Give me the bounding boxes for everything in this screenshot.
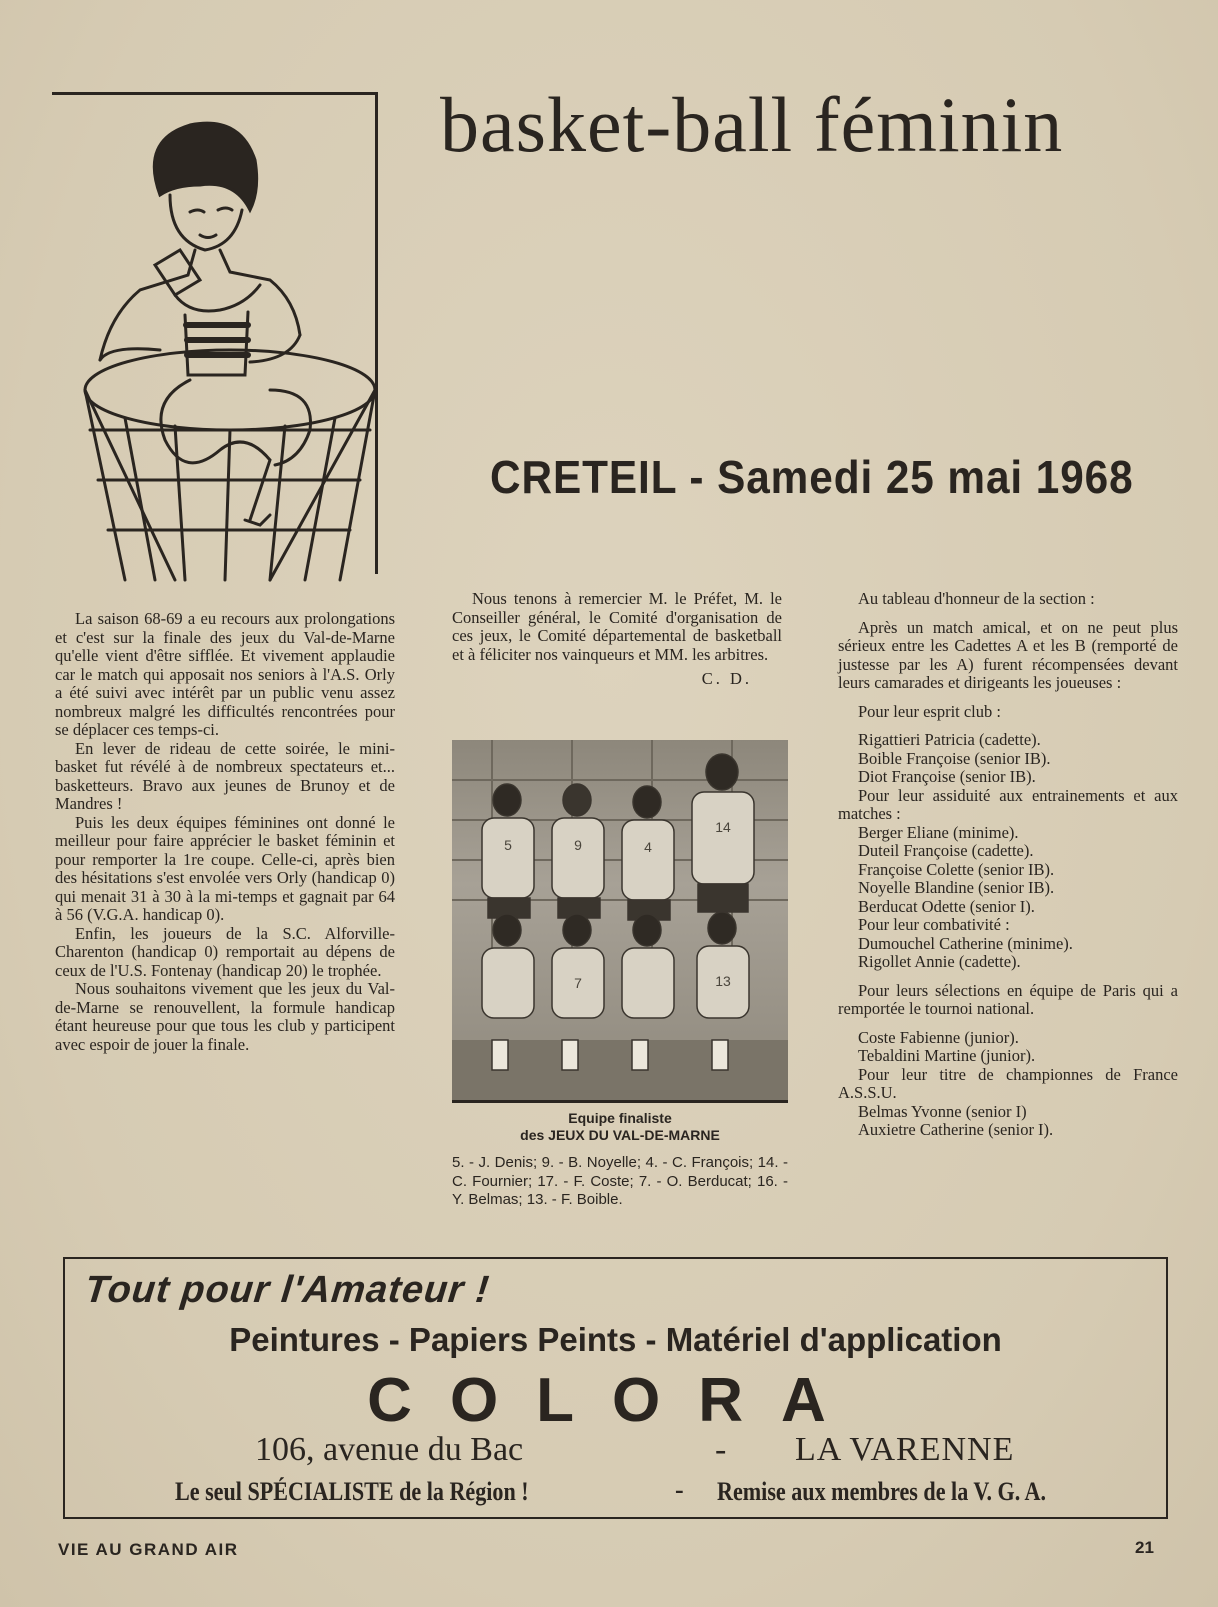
list-item: Rigattieri Patricia (cadette). (858, 730, 1041, 749)
list-item: Coste Fabienne (junior). (858, 1027, 1019, 1047)
article-column-3 (838, 590, 1178, 1140)
colora-advertisement (63, 1257, 1168, 1519)
page-number: 21 (1135, 1538, 1154, 1557)
team-photo (452, 740, 788, 1103)
jersey-number: 7 (574, 975, 582, 991)
ad-products: Peintures - Papiers Peints - Matériel d'application (229, 1321, 1002, 1358)
list-item: Berducat Odette (senior I). (858, 896, 1035, 916)
author-signature: C. D. (701, 669, 752, 688)
paragraph: Nous souhaitons vivement que les jeux du Val-de-Marne se renouvellent, la formule handicap étant heureuse pour que tous les club y participent avec espoir de jouer la finale. (55, 979, 395, 1054)
selection-heading: Pour leurs sélections en équipe de Paris qui a remportée le tournoi national. (838, 980, 1178, 1018)
list-item: Berger Eliane (minime). (858, 822, 1019, 842)
ad-brand: COLORA (367, 1366, 864, 1435)
combat-heading: Pour leur combativité : (858, 915, 1010, 934)
list-item: Rigollet Annie (cadette). (858, 952, 1021, 971)
jersey-number: 9 (574, 837, 582, 853)
thanks-paragraph: Nous tenons à remercier M. le Préfet, M. le Conseiller général, le Comité d'organisation de ces jeux, le Comité départemental de basketball et à féliciter nos vainqueurs et MM. les arbitres. (452, 589, 782, 664)
champ-heading: Pour leur titre de championnes de France A.S.S.U. (838, 1064, 1178, 1102)
list-item: Auxietre Catherine (senior I). (858, 1120, 1054, 1139)
list-item: Dumouchel Catherine (minime). (858, 933, 1073, 953)
photo-caption-title (452, 1110, 788, 1144)
ad-slogan: Tout pour l'Amateur ! (82, 1269, 492, 1311)
list-item: Diot Françoise (senior IB). (858, 767, 1036, 786)
list-item: Noyelle Blandine (senior IB). (858, 878, 1055, 897)
ad-discount: Remise aux membres de la V. G. A. (717, 1477, 1047, 1506)
paragraph: En lever de rideau de cette soirée, le mini-basket fut révélé à de nombreux spectateurs et... basketteurs. Bravo aux jeunes de Brunoy et de Mandres ! (55, 738, 395, 813)
caption-line: Equipe finaliste (568, 1110, 672, 1126)
photo-caption-names: 5. - J. Denis; 9. - B. Noyelle; 4. - C. François; 14. - C. Fournier; 17. - F. Coste; 7. - O. Berducat; 16. - Y. Belmas; 13. - F. Boible. (452, 1154, 788, 1208)
magazine-name: VIE AU GRAND AIR (58, 1540, 239, 1559)
list-item: Boible Françoise (senior IB). (858, 748, 1051, 768)
club-heading: Pour leur esprit club : (858, 701, 1001, 721)
paragraph: Enfin, les joueurs de la S.C. Alforville-Charenton (handicap 0) remportait au dépens de ceux de l'U.S. Fontenay (handicap 20) le trophée. (55, 923, 395, 980)
jersey-number: 5 (504, 837, 512, 853)
basketball-girl-illustration (70, 100, 400, 590)
ad-specialist: Le seul SPÉCIALISTE de la Région ! (175, 1477, 529, 1506)
list-item: Françoise Colette (senior IB). (858, 859, 1055, 879)
ad-separator: - (715, 1431, 727, 1468)
list-item: Duteil Françoise (cadette). (858, 841, 1034, 860)
honor-paragraph: Après un match amical, et on ne peut plus sérieux entre les Cadettes A et les B (remporté de justesse par les A) furent récompensées devant leurs camarades et dirigeants les joueuses : (838, 617, 1178, 692)
illustration-frame-top (52, 92, 377, 95)
jersey-number: 14 (715, 819, 731, 835)
page-title: basket-ball féminin (440, 81, 1064, 168)
honor-intro: Au tableau d'honneur de la section : (858, 589, 1095, 608)
event-subtitle: CRETEIL - Samedi 25 mai 1968 (490, 451, 1134, 503)
ad-city: LA VARENNE (795, 1431, 1015, 1468)
paragraph: La saison 68-69 a eu recours aux prolongations et c'est sur la finale des jeux du Val-de-Marne qu'elle vient d'être sifflée. Et vivement applaudie car le match qui apposait nos seniors à l'A.S. Orly a été suivi avec intérêt par un public venu assez nombreux malgré les difficultés rencontrées pour se déplacer ces temps-ci. (55, 609, 395, 739)
paragraph: Puis les deux équipes féminines ont donné le meilleur pour faire apprécier le basket féminin et pour remporter la 1re coupe. Celle-ci, après bien des hésitations s'est envolée vers Orly (handicap 0) qui menait 31 à 30 à la mi-temps et gagnait par 64 à 56 (V.G.A. handicap 0). (55, 812, 395, 924)
jersey-number: 13 (715, 973, 731, 989)
assiduite-heading: Pour leur assiduité aux entrainements et aux matches : (838, 785, 1178, 823)
list-item: Tebaldini Martine (junior). (858, 1046, 1036, 1065)
jersey-number: 4 (644, 839, 652, 855)
list-item: Belmas Yvonne (senior I) (858, 1101, 1027, 1121)
article-column-2 (452, 590, 782, 689)
team-photo-image (452, 740, 788, 1100)
caption-line: des JEUX DU VAL-DE-MARNE (520, 1127, 720, 1143)
article-column-1 (55, 610, 395, 1054)
ad-separator: - (675, 1475, 684, 1504)
ad-address: 106, avenue du Bac (255, 1431, 524, 1468)
